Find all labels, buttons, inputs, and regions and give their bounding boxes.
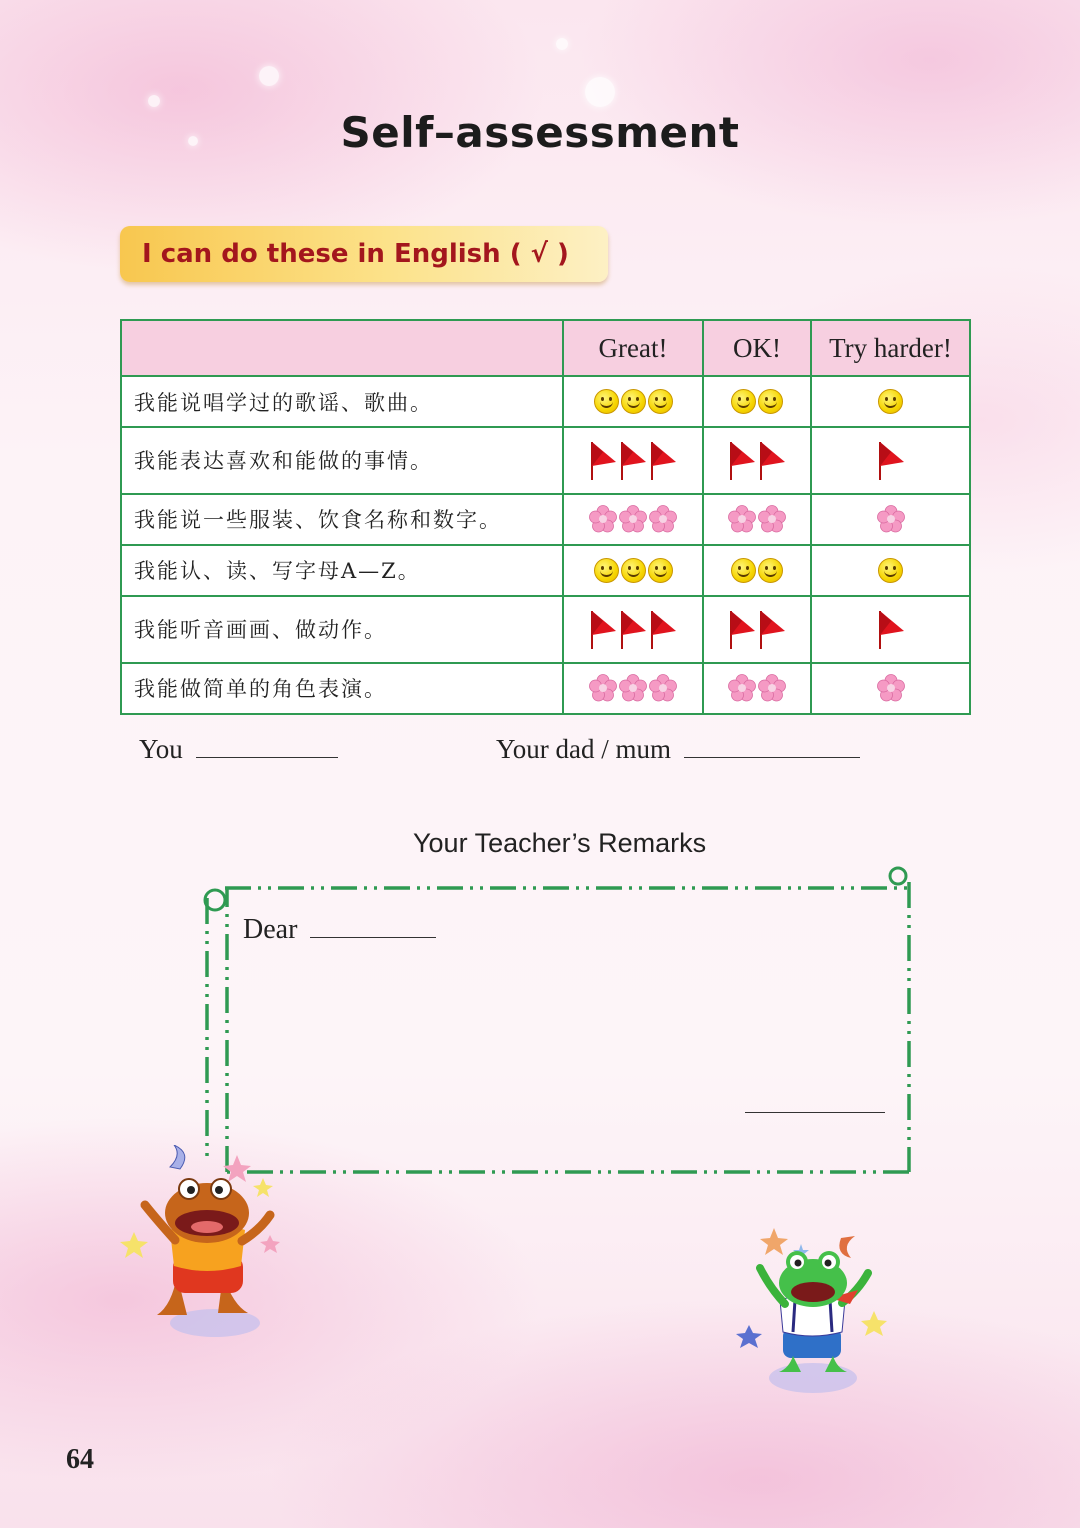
red-flag-icon: [619, 440, 647, 480]
pink-flower-icon: [877, 505, 905, 533]
pink-flower-icon: [758, 505, 786, 533]
red-flag-icon: [619, 609, 647, 649]
rating-cell-ok[interactable]: [703, 663, 811, 714]
rating-cell-great[interactable]: [563, 545, 703, 596]
frame-curl-top-right: [890, 868, 906, 884]
rating-cell-ok[interactable]: [703, 427, 811, 494]
rating-cell-ok[interactable]: [703, 376, 811, 427]
rating-cell-try-harder[interactable]: [811, 494, 970, 545]
you-signature-line[interactable]: [196, 733, 338, 758]
table-row: [121, 427, 970, 494]
table-row: [121, 596, 970, 663]
pink-flower-icon: [589, 674, 617, 702]
red-flag-icon: [589, 440, 617, 480]
header-task: [121, 320, 563, 376]
you-signature: [139, 733, 338, 765]
section-banner-text: I can do these in English ( √ ): [142, 239, 569, 269]
red-flag-icon: [877, 440, 905, 480]
rating-cell-great[interactable]: [563, 596, 703, 663]
remarks-title: Your Teacher’s Remarks: [413, 828, 707, 858]
you-label: You: [139, 734, 183, 764]
pink-flower-icon: [877, 674, 905, 702]
remarks-frame: [195, 858, 920, 1178]
teacher-signature-line[interactable]: [745, 1112, 885, 1113]
rating-cell-great[interactable]: [563, 376, 703, 427]
parent-signature-line[interactable]: [684, 733, 860, 758]
red-flag-icon: [728, 609, 756, 649]
dear-line: [243, 913, 436, 946]
smiley-icon: [648, 389, 673, 414]
red-flag-icon: [877, 609, 905, 649]
table-header-row: [121, 320, 970, 376]
bubble-decoration: [556, 38, 568, 50]
pink-flower-icon: [728, 674, 756, 702]
dear-label: Dear: [243, 914, 298, 945]
smiley-icon: [758, 558, 783, 583]
rating-cell-try-harder[interactable]: [811, 427, 970, 494]
pink-flower-icon: [649, 674, 677, 702]
dear-name-line[interactable]: [310, 913, 436, 938]
rating-cell-try-harder[interactable]: [811, 663, 970, 714]
pink-flower-icon: [649, 505, 677, 533]
table-row: [121, 545, 970, 596]
rating-cell-ok[interactable]: [703, 545, 811, 596]
self-assessment-table: [120, 319, 971, 715]
red-flag-icon: [589, 609, 617, 649]
table-row: [121, 494, 970, 545]
pink-flower-icon: [758, 674, 786, 702]
task-cell: 我能说唱学过的歌谣、歌曲。: [121, 376, 563, 427]
smiley-icon: [878, 558, 903, 583]
red-flag-icon: [728, 440, 756, 480]
rating-cell-ok[interactable]: [703, 494, 811, 545]
page-title: Self–assessment: [340, 108, 740, 157]
red-flag-icon: [649, 609, 677, 649]
red-flag-icon: [758, 609, 786, 649]
smiley-icon: [731, 389, 756, 414]
parent-label: Your dad / mum: [496, 734, 672, 764]
smiley-icon: [731, 558, 756, 583]
red-flag-icon: [649, 440, 677, 480]
page-number: 64: [66, 1444, 94, 1475]
pink-flower-icon: [619, 505, 647, 533]
bubble-decoration: [585, 77, 615, 107]
toad-character-icon: [115, 1145, 290, 1345]
header-ok: OK!: [703, 320, 811, 376]
smiley-icon: [758, 389, 783, 414]
rating-cell-try-harder[interactable]: [811, 376, 970, 427]
rating-cell-try-harder[interactable]: [811, 596, 970, 663]
red-flag-icon: [758, 440, 786, 480]
bubble-decoration: [259, 66, 279, 86]
smiley-icon: [621, 558, 646, 583]
smiley-icon: [621, 389, 646, 414]
smiley-icon: [648, 558, 673, 583]
pink-flower-icon: [728, 505, 756, 533]
header-great: Great!: [563, 320, 703, 376]
table-row: [121, 376, 970, 427]
table-row: [121, 663, 970, 714]
rating-cell-great[interactable]: [563, 663, 703, 714]
smiley-icon: [594, 389, 619, 414]
smiley-icon: [594, 558, 619, 583]
rating-cell-try-harder[interactable]: [811, 545, 970, 596]
rating-cell-ok[interactable]: [703, 596, 811, 663]
rating-cell-great[interactable]: [563, 427, 703, 494]
bubble-decoration: [148, 95, 160, 107]
header-try-harder: Try harder!: [811, 320, 970, 376]
pink-flower-icon: [589, 505, 617, 533]
task-cell: 我能说一些服装、饮食名称和数字。: [121, 494, 563, 545]
task-cell: 我能表达喜欢和能做的事情。: [121, 427, 563, 494]
smiley-icon: [878, 389, 903, 414]
task-cell: 我能听音画画、做动作。: [121, 596, 563, 663]
parent-signature: [496, 733, 860, 765]
pink-flower-icon: [619, 674, 647, 702]
task-cell: 我能做简单的角色表演。: [121, 663, 563, 714]
section-banner: [120, 226, 608, 282]
rating-cell-great[interactable]: [563, 494, 703, 545]
frog-character-icon: [735, 1228, 890, 1403]
task-cell: 我能认、读、写字母A—Z。: [121, 545, 563, 596]
